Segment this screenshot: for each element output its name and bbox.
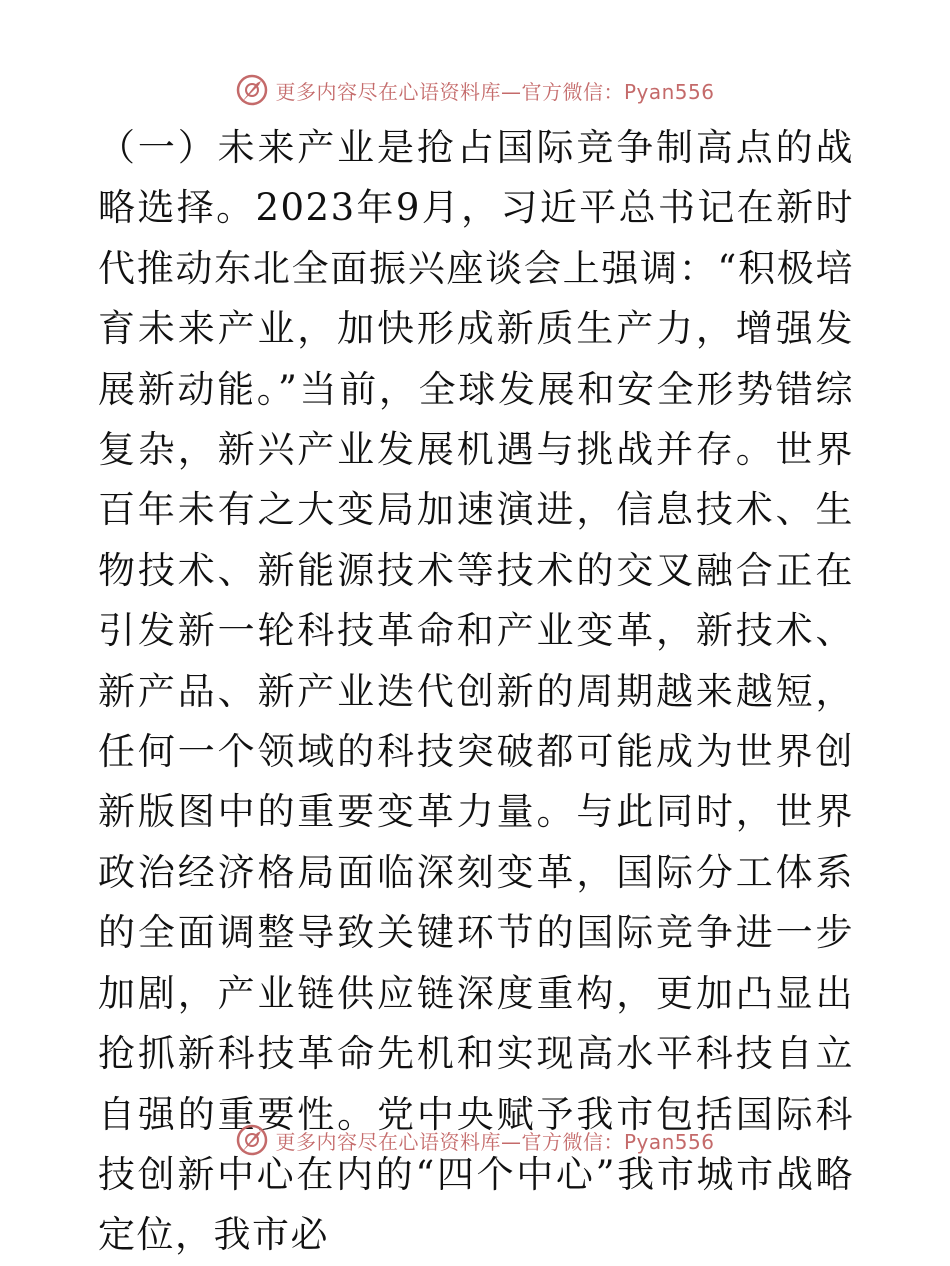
quill-circle-icon xyxy=(235,1123,269,1157)
header-watermark xyxy=(0,70,950,110)
quill-circle-icon xyxy=(235,73,269,107)
footer-watermark-text: 更多内容尽在心语资料库—官方微信：Pyan556 xyxy=(275,1129,715,1154)
body-paragraph: （一）未来产业是抢占国际竞争制高点的战略选择。2023年9月，习近平总书记在新时代推动东北全面振兴座谈会上强调：“积极培育未来产业，加快形成新质生产力，增强发展新动能。”当前，全球发展和安全形势错综复杂，新兴产业发展机遇与挑战并存。世界百年未有之大变局加速演进，信息技术、生物技术、新能源技术等技术的交叉融合正在引发新一轮科技革命和产业变革，新技术、新产品、新产业迭代创新的周期越来越短，任何一个领域的科技突破都可能成为世界创新版图中的重要变革力量。与此同时，世界政治经济格局面临深刻变革，国际分工体系的全面调整导致关键环节的国际竞争进一步加剧，产业链供应链深度重构，更加凸显出抢抓新科技革命先机和实现高水平科技自立自强的重要性。党中央赋予我市包括国际科技创新中心在内的“四个中心”我市城市战略定位，我市必 xyxy=(98,126,854,1257)
footer-watermark xyxy=(0,1120,950,1160)
header-watermark-text: 更多内容尽在心语资料库—官方微信：Pyan556 xyxy=(275,79,715,104)
